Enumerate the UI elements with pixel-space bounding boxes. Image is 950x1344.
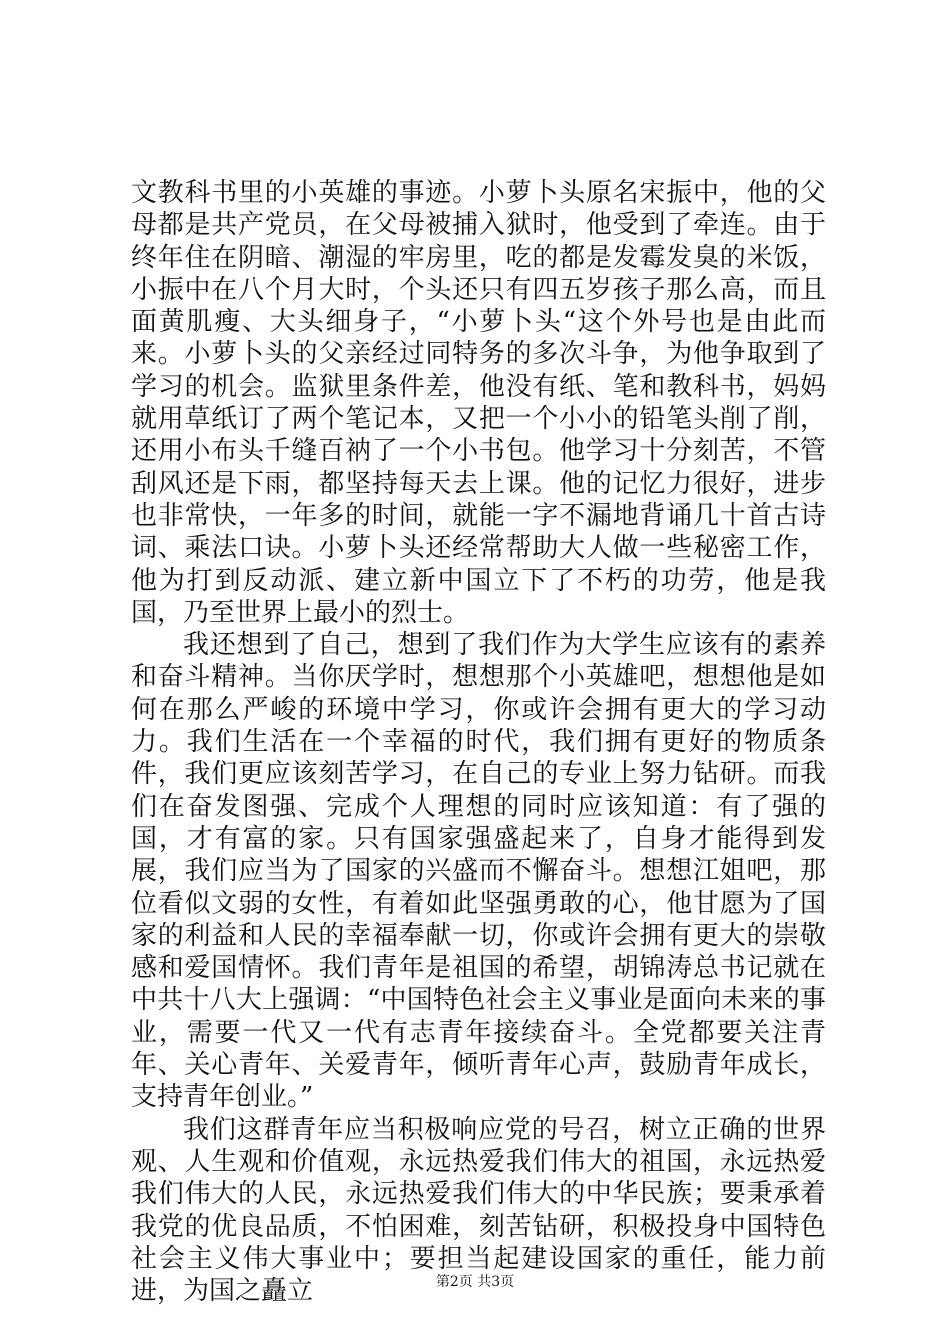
page-footer bbox=[0, 1272, 950, 1292]
page-number: 第2页 共3页 bbox=[435, 1274, 515, 1290]
paragraph: 我们这群青年应当积极响应党的号召，树立正确的世界观、人生观和价值观，永远热爱我们伟大的祖国，永远热爱我们伟大的人民，永远热爱我们伟大的中华民族；要秉承着我党的优良品质，不怕困难，刻苦钻研，积极投身中国特色社会主义伟大事业中；要担当起建设国家的重任，能力前进，为国之矗立 bbox=[131, 1114, 826, 1307]
paragraph-continued: 文教科书里的小英雄的事迹。小萝卜头原名宋振中，他的父母都是共产党员，在父母被捕入狱时，他受到了牵连。由于终年住在阴暗、潮湿的牢房里，吃的都是发霉发臭的米饭，小振中在八个月大时，个头还只有四五岁孩子那么高，而且面黄肌瘦、大头细身子，“小萝卜头“这个外号也是由此而来。小萝卜头的父亲经过同特务的多次斗争，为他争取到了学习的机会。监狱里条件差，他没有纸、笔和教科书，妈妈就用草纸订了两个笔记本，又把一个小小的铅笔头削了削，还用小布头千缝百衲了一个小书包。他学习十分刻苦，不管刮风还是下雨，都坚持每天去上课。他的记忆力很好，进步也非常快，一年多的时间，就能一字不漏地背诵几十首古诗词、乘法口诀。小萝卜头还经常帮助大人做一些秘密工作，他为打到反动派、建立新中国立下了不朽的功劳，他是我国，乃至世界上最小的烈士。 bbox=[131, 178, 826, 628]
document-body bbox=[131, 177, 826, 1307]
paragraph: 我还想到了自己，想到了我们作为大学生应该有的素养和奋斗精神。当你厌学时，想想那个小英雄吧，想想他是如何在那么严峻的环境中学习，你或许会拥有更大的学习动力。我们生活在一个幸福的时代，我们拥有更好的物质条件，我们更应该刻苦学习，在自己的专业上努力钻研。而我们在奋发图强、完成个人理想的同时应该知道：有了强的国，才有富的家。只有国家强盛起来了，自身才能得到发展，我们应当为了国家的兴盛而不懈奋斗。想想江姐吧，那位看似文弱的女性，有着如此坚强勇敢的心，他甘愿为了国家的利益和人民的幸福奉献一切，你或许会拥有更大的崇敬感和爱国情怀。我们青年是祖国的希望，胡锦涛总书记就在中共十八大上强调：“中国特色社会主义事业是面向未来的事业，需要一代又一代有志青年接续奋斗。全党都要关注青年、关心青年、关爱青年，倾听青年心声，鼓励青年成长，支持青年创业。” bbox=[131, 630, 826, 1113]
